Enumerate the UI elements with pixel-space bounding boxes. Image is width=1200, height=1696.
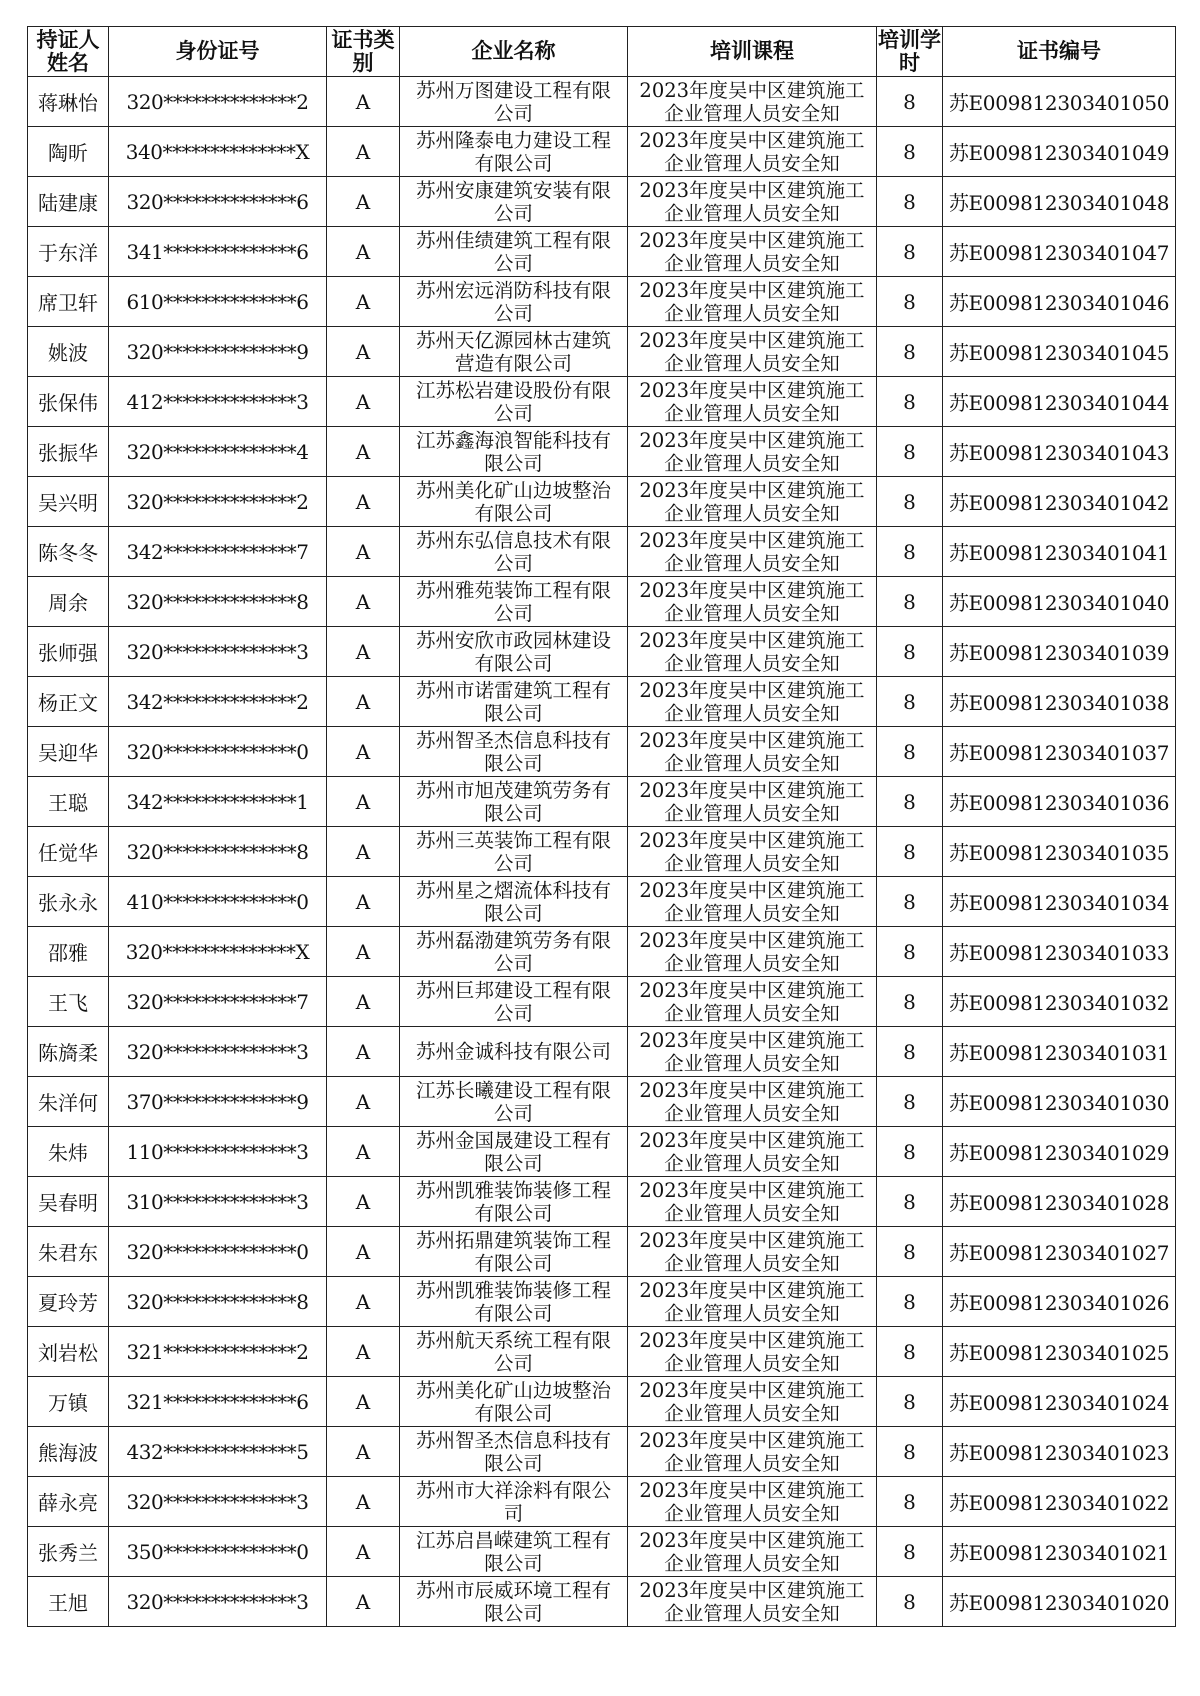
course-cell: 2023年度吴中区建筑施工企业管理人员安全知: [628, 127, 877, 177]
company-cell: 苏州凯雅装饰装修工程有限公司: [400, 1177, 628, 1227]
table-row: [28, 977, 1176, 1027]
company-cell: 苏州宏远消防科技有限公司: [400, 277, 628, 327]
table-row: [28, 877, 1176, 927]
holder-name-cell: 陈旖柔: [28, 1027, 109, 1077]
table-row: [28, 177, 1176, 227]
table-row: [28, 927, 1176, 977]
course-cell: 2023年度吴中区建筑施工企业管理人员安全知: [628, 1277, 877, 1327]
table-row: [28, 1177, 1176, 1227]
cert-number-cell: 苏E009812303401037: [943, 727, 1176, 777]
holder-name-cell: 张保伟: [28, 377, 109, 427]
id-number-cell: 320**************8: [109, 577, 327, 627]
holder-name-cell: 姚波: [28, 327, 109, 377]
hours-cell: 8: [877, 427, 943, 477]
hours-cell: 8: [877, 1427, 943, 1477]
cert-number-cell: 苏E009812303401038: [943, 677, 1176, 727]
header-hours: 培训学时: [878, 28, 941, 75]
course-cell: 2023年度吴中区建筑施工企业管理人员安全知: [628, 477, 877, 527]
course-cell: 2023年度吴中区建筑施工企业管理人员安全知: [628, 877, 877, 927]
hours-cell: 8: [877, 1127, 943, 1177]
hours-cell: 8: [877, 1327, 943, 1377]
holder-name-cell: 朱炜: [28, 1127, 109, 1177]
header-id-number: 身份证号: [109, 27, 327, 77]
company-cell: 苏州安欣市政园林建设有限公司: [400, 627, 628, 677]
holder-name-cell: 陆建康: [28, 177, 109, 227]
company-cell: 苏州隆泰电力建设工程有限公司: [400, 127, 628, 177]
hours-cell: 8: [877, 1027, 943, 1077]
cert-number-cell: 苏E009812303401049: [943, 127, 1176, 177]
table-row: [28, 1077, 1176, 1127]
course-cell: 2023年度吴中区建筑施工企业管理人员安全知: [628, 977, 877, 1027]
id-number-cell: 342**************2: [109, 677, 327, 727]
id-number-cell: 340**************X: [109, 127, 327, 177]
table-row: [28, 1127, 1176, 1177]
course-cell: 2023年度吴中区建筑施工企业管理人员安全知: [628, 677, 877, 727]
company-cell: 苏州智圣杰信息科技有限公司: [400, 1427, 628, 1477]
table-row: [28, 327, 1176, 377]
table-row: [28, 377, 1176, 427]
cert-number-cell: 苏E009812303401025: [943, 1327, 1176, 1377]
course-cell: 2023年度吴中区建筑施工企业管理人员安全知: [628, 277, 877, 327]
cert-number-cell: 苏E009812303401042: [943, 477, 1176, 527]
id-number-cell: 342**************1: [109, 777, 327, 827]
company-cell: 苏州市大祥涂料有限公司: [400, 1477, 628, 1527]
cert-number-cell: 苏E009812303401040: [943, 577, 1176, 627]
cert-category-cell: A: [327, 777, 400, 827]
cert-number-cell: 苏E009812303401024: [943, 1377, 1176, 1427]
cert-category-cell: A: [327, 277, 400, 327]
cert-category-cell: A: [327, 77, 400, 127]
holder-name-cell: 刘岩松: [28, 1327, 109, 1377]
certificate-table: [27, 26, 1176, 1627]
hours-cell: 8: [877, 1277, 943, 1327]
cert-category-cell: A: [327, 627, 400, 677]
cert-number-cell: 苏E009812303401034: [943, 877, 1176, 927]
cert-category-cell: A: [327, 1477, 400, 1527]
course-cell: 2023年度吴中区建筑施工企业管理人员安全知: [628, 377, 877, 427]
id-number-cell: 321**************2: [109, 1327, 327, 1377]
hours-cell: 8: [877, 627, 943, 677]
id-number-cell: 320**************6: [109, 177, 327, 227]
hours-cell: 8: [877, 827, 943, 877]
course-cell: 2023年度吴中区建筑施工企业管理人员安全知: [628, 927, 877, 977]
company-cell: 苏州巨邦建设工程有限公司: [400, 977, 628, 1027]
table-row: [28, 777, 1176, 827]
cert-category-cell: A: [327, 527, 400, 577]
cert-number-cell: 苏E009812303401026: [943, 1277, 1176, 1327]
hours-cell: 8: [877, 577, 943, 627]
company-cell: 苏州磊渤建筑劳务有限公司: [400, 927, 628, 977]
table-row: [28, 527, 1176, 577]
table-row: [28, 127, 1176, 177]
table-row: [28, 727, 1176, 777]
cert-category-cell: A: [327, 227, 400, 277]
table-row: [28, 77, 1176, 127]
course-cell: 2023年度吴中区建筑施工企业管理人员安全知: [628, 1227, 877, 1277]
holder-name-cell: 王旭: [28, 1577, 109, 1627]
table-row: [28, 1377, 1176, 1427]
id-number-cell: 320**************8: [109, 1277, 327, 1327]
id-number-cell: 320**************3: [109, 1477, 327, 1527]
id-number-cell: 310**************3: [109, 1177, 327, 1227]
course-cell: 2023年度吴中区建筑施工企业管理人员安全知: [628, 77, 877, 127]
header-row: [28, 27, 1176, 77]
course-cell: 2023年度吴中区建筑施工企业管理人员安全知: [628, 427, 877, 477]
cert-category-cell: A: [327, 977, 400, 1027]
cert-number-cell: 苏E009812303401031: [943, 1027, 1176, 1077]
company-cell: 苏州美化矿山边坡整治有限公司: [400, 1377, 628, 1427]
table-row: [28, 577, 1176, 627]
hours-cell: 8: [877, 927, 943, 977]
id-number-cell: 410**************0: [109, 877, 327, 927]
cert-category-cell: A: [327, 377, 400, 427]
id-number-cell: 412**************3: [109, 377, 327, 427]
holder-name-cell: 朱洋何: [28, 1077, 109, 1127]
company-cell: 苏州航天系统工程有限公司: [400, 1327, 628, 1377]
holder-name-cell: 张秀兰: [28, 1527, 109, 1577]
table-row: [28, 1527, 1176, 1577]
holder-name-cell: 万镇: [28, 1377, 109, 1427]
table-row: [28, 1427, 1176, 1477]
course-cell: 2023年度吴中区建筑施工企业管理人员安全知: [628, 627, 877, 677]
hours-cell: 8: [877, 677, 943, 727]
cert-number-cell: 苏E009812303401039: [943, 627, 1176, 677]
cert-category-cell: A: [327, 927, 400, 977]
table-row: [28, 1027, 1176, 1077]
cert-category-cell: A: [327, 877, 400, 927]
table-row: [28, 1577, 1176, 1627]
holder-name-cell: 吴迎华: [28, 727, 109, 777]
company-cell: 苏州凯雅装饰装修工程有限公司: [400, 1277, 628, 1327]
table-row: [28, 1277, 1176, 1327]
cert-number-cell: 苏E009812303401043: [943, 427, 1176, 477]
cert-category-cell: A: [327, 1127, 400, 1177]
id-number-cell: 320**************0: [109, 727, 327, 777]
cert-number-cell: 苏E009812303401045: [943, 327, 1176, 377]
course-cell: 2023年度吴中区建筑施工企业管理人员安全知: [628, 227, 877, 277]
company-cell: 苏州拓鼎建筑装饰工程有限公司: [400, 1227, 628, 1277]
holder-name-cell: 周余: [28, 577, 109, 627]
hours-cell: 8: [877, 377, 943, 427]
cert-category-cell: A: [327, 727, 400, 777]
holder-name-cell: 任觉华: [28, 827, 109, 877]
cert-number-cell: 苏E009812303401030: [943, 1077, 1176, 1127]
cert-number-cell: 苏E009812303401027: [943, 1227, 1176, 1277]
hours-cell: 8: [877, 777, 943, 827]
company-cell: 苏州天亿源园林古建筑营造有限公司: [400, 327, 628, 377]
company-cell: 苏州三英装饰工程有限公司: [400, 827, 628, 877]
course-cell: 2023年度吴中区建筑施工企业管理人员安全知: [628, 1427, 877, 1477]
holder-name-cell: 夏玲芳: [28, 1277, 109, 1327]
course-cell: 2023年度吴中区建筑施工企业管理人员安全知: [628, 177, 877, 227]
cert-category-cell: A: [327, 827, 400, 877]
course-cell: 2023年度吴中区建筑施工企业管理人员安全知: [628, 1327, 877, 1377]
company-cell: 苏州安康建筑安装有限公司: [400, 177, 628, 227]
id-number-cell: 320**************3: [109, 1027, 327, 1077]
company-cell: 苏州星之熠流体科技有限公司: [400, 877, 628, 927]
id-number-cell: 320**************8: [109, 827, 327, 877]
course-cell: 2023年度吴中区建筑施工企业管理人员安全知: [628, 827, 877, 877]
cert-category-cell: A: [327, 677, 400, 727]
course-cell: 2023年度吴中区建筑施工企业管理人员安全知: [628, 1477, 877, 1527]
cert-category-cell: A: [327, 1427, 400, 1477]
table-row: [28, 227, 1176, 277]
course-cell: 2023年度吴中区建筑施工企业管理人员安全知: [628, 1377, 877, 1427]
company-cell: 苏州智圣杰信息科技有限公司: [400, 727, 628, 777]
company-cell: 苏州金诚科技有限公司: [400, 1027, 628, 1077]
holder-name-cell: 陶昕: [28, 127, 109, 177]
table-row: [28, 477, 1176, 527]
table-row: [28, 277, 1176, 327]
hours-cell: 8: [877, 1227, 943, 1277]
course-cell: 2023年度吴中区建筑施工企业管理人员安全知: [628, 777, 877, 827]
holder-name-cell: 朱君东: [28, 1227, 109, 1277]
holder-name-cell: 薛永亮: [28, 1477, 109, 1527]
company-cell: 苏州雅苑装饰工程有限公司: [400, 577, 628, 627]
cert-category-cell: A: [327, 1377, 400, 1427]
id-number-cell: 320**************3: [109, 1577, 327, 1627]
holder-name-cell: 王飞: [28, 977, 109, 1027]
hours-cell: 8: [877, 127, 943, 177]
id-number-cell: 432**************5: [109, 1427, 327, 1477]
course-cell: 2023年度吴中区建筑施工企业管理人员安全知: [628, 727, 877, 777]
course-cell: 2023年度吴中区建筑施工企业管理人员安全知: [628, 1077, 877, 1127]
cert-number-cell: 苏E009812303401044: [943, 377, 1176, 427]
course-cell: 2023年度吴中区建筑施工企业管理人员安全知: [628, 527, 877, 577]
company-cell: 江苏松岩建设股份有限公司: [400, 377, 628, 427]
id-number-cell: 320**************4: [109, 427, 327, 477]
cert-number-cell: 苏E009812303401036: [943, 777, 1176, 827]
holder-name-cell: 吴兴明: [28, 477, 109, 527]
cert-category-cell: A: [327, 427, 400, 477]
header-course: 培训课程: [628, 27, 877, 77]
company-cell: 苏州东弘信息技术有限公司: [400, 527, 628, 577]
hours-cell: 8: [877, 277, 943, 327]
holder-name-cell: 席卫轩: [28, 277, 109, 327]
id-number-cell: 342**************7: [109, 527, 327, 577]
id-number-cell: 341**************6: [109, 227, 327, 277]
table-row: [28, 1327, 1176, 1377]
cert-number-cell: 苏E009812303401032: [943, 977, 1176, 1027]
hours-cell: 8: [877, 477, 943, 527]
cert-number-cell: 苏E009812303401021: [943, 1527, 1176, 1577]
cert-category-cell: A: [327, 1327, 400, 1377]
company-cell: 江苏长曦建设工程有限公司: [400, 1077, 628, 1127]
cert-category-cell: A: [327, 177, 400, 227]
cert-number-cell: 苏E009812303401048: [943, 177, 1176, 227]
course-cell: 2023年度吴中区建筑施工企业管理人员安全知: [628, 577, 877, 627]
hours-cell: 8: [877, 77, 943, 127]
hours-cell: 8: [877, 727, 943, 777]
cert-number-cell: 苏E009812303401022: [943, 1477, 1176, 1527]
id-number-cell: 610**************6: [109, 277, 327, 327]
header-holder-name: 持证人姓名: [28, 27, 109, 77]
header-company: 企业名称: [400, 27, 628, 77]
company-cell: 苏州万图建设工程有限公司: [400, 77, 628, 127]
id-number-cell: 320**************2: [109, 77, 327, 127]
table-row: [28, 1477, 1176, 1527]
id-number-cell: 320**************3: [109, 627, 327, 677]
cert-number-cell: 苏E009812303401041: [943, 527, 1176, 577]
cert-number-cell: 苏E009812303401020: [943, 1577, 1176, 1627]
holder-name-cell: 张永永: [28, 877, 109, 927]
course-cell: 2023年度吴中区建筑施工企业管理人员安全知: [628, 1027, 877, 1077]
cert-category-cell: A: [327, 1527, 400, 1577]
course-cell: 2023年度吴中区建筑施工企业管理人员安全知: [628, 1527, 877, 1577]
holder-name-cell: 张师强: [28, 627, 109, 677]
holder-name-cell: 熊海波: [28, 1427, 109, 1477]
cert-number-cell: 苏E009812303401046: [943, 277, 1176, 327]
course-cell: 2023年度吴中区建筑施工企业管理人员安全知: [628, 1127, 877, 1177]
hours-cell: 8: [877, 877, 943, 927]
cert-category-cell: A: [327, 1227, 400, 1277]
id-number-cell: 320**************9: [109, 327, 327, 377]
cert-number-cell: 苏E009812303401050: [943, 77, 1176, 127]
course-cell: 2023年度吴中区建筑施工企业管理人员安全知: [628, 1177, 877, 1227]
id-number-cell: 320**************7: [109, 977, 327, 1027]
table-row: [28, 677, 1176, 727]
cert-number-cell: 苏E009812303401035: [943, 827, 1176, 877]
holder-name-cell: 杨正文: [28, 677, 109, 727]
company-cell: 江苏启昌嵘建筑工程有限公司: [400, 1527, 628, 1577]
header-cert-category: 证书类别: [327, 27, 400, 77]
id-number-cell: 321**************6: [109, 1377, 327, 1427]
hours-cell: 8: [877, 1377, 943, 1427]
cert-category-cell: A: [327, 327, 400, 377]
cert-category-cell: A: [327, 127, 400, 177]
cert-category-cell: A: [327, 1027, 400, 1077]
company-cell: 苏州市旭茂建筑劳务有限公司: [400, 777, 628, 827]
holder-name-cell: 邵雅: [28, 927, 109, 977]
hours-cell: 8: [877, 527, 943, 577]
company-cell: 苏州市辰威环境工程有限公司: [400, 1577, 628, 1627]
cert-number-cell: 苏E009812303401023: [943, 1427, 1176, 1477]
hours-cell: 8: [877, 977, 943, 1027]
cert-category-cell: A: [327, 1077, 400, 1127]
hours-cell: 8: [877, 227, 943, 277]
hours-cell: 8: [877, 1177, 943, 1227]
cert-number-cell: 苏E009812303401033: [943, 927, 1176, 977]
id-number-cell: 320**************X: [109, 927, 327, 977]
course-cell: 2023年度吴中区建筑施工企业管理人员安全知: [628, 1577, 877, 1627]
hours-cell: 8: [877, 177, 943, 227]
table-row: [28, 827, 1176, 877]
hours-cell: 8: [877, 1527, 943, 1577]
cert-category-cell: A: [327, 1177, 400, 1227]
holder-name-cell: 蒋琳怡: [28, 77, 109, 127]
hours-cell: 8: [877, 1577, 943, 1627]
company-cell: 江苏鑫海浪智能科技有限公司: [400, 427, 628, 477]
id-number-cell: 370**************9: [109, 1077, 327, 1127]
holder-name-cell: 于东洋: [28, 227, 109, 277]
hours-cell: 8: [877, 1477, 943, 1527]
cert-number-cell: 苏E009812303401028: [943, 1177, 1176, 1227]
hours-cell: 8: [877, 1077, 943, 1127]
table-row: [28, 1227, 1176, 1277]
holder-name-cell: 张振华: [28, 427, 109, 477]
hours-cell: 8: [877, 327, 943, 377]
holder-name-cell: 王聪: [28, 777, 109, 827]
cert-category-cell: A: [327, 577, 400, 627]
course-cell: 2023年度吴中区建筑施工企业管理人员安全知: [628, 327, 877, 377]
cert-number-cell: 苏E009812303401047: [943, 227, 1176, 277]
holder-name-cell: 吴春明: [28, 1177, 109, 1227]
cert-number-cell: 苏E009812303401029: [943, 1127, 1176, 1177]
id-number-cell: 110**************3: [109, 1127, 327, 1177]
cert-category-cell: A: [327, 477, 400, 527]
company-cell: 苏州市诺雷建筑工程有限公司: [400, 677, 628, 727]
id-number-cell: 320**************0: [109, 1227, 327, 1277]
table-row: [28, 627, 1176, 677]
company-cell: 苏州美化矿山边坡整治有限公司: [400, 477, 628, 527]
table-row: [28, 427, 1176, 477]
id-number-cell: 350**************0: [109, 1527, 327, 1577]
id-number-cell: 320**************2: [109, 477, 327, 527]
company-cell: 苏州佳绩建筑工程有限公司: [400, 227, 628, 277]
holder-name-cell: 陈冬冬: [28, 527, 109, 577]
company-cell: 苏州金国晟建设工程有限公司: [400, 1127, 628, 1177]
cert-category-cell: A: [327, 1277, 400, 1327]
cert-category-cell: A: [327, 1577, 400, 1627]
header-cert-number: 证书编号: [943, 27, 1176, 77]
